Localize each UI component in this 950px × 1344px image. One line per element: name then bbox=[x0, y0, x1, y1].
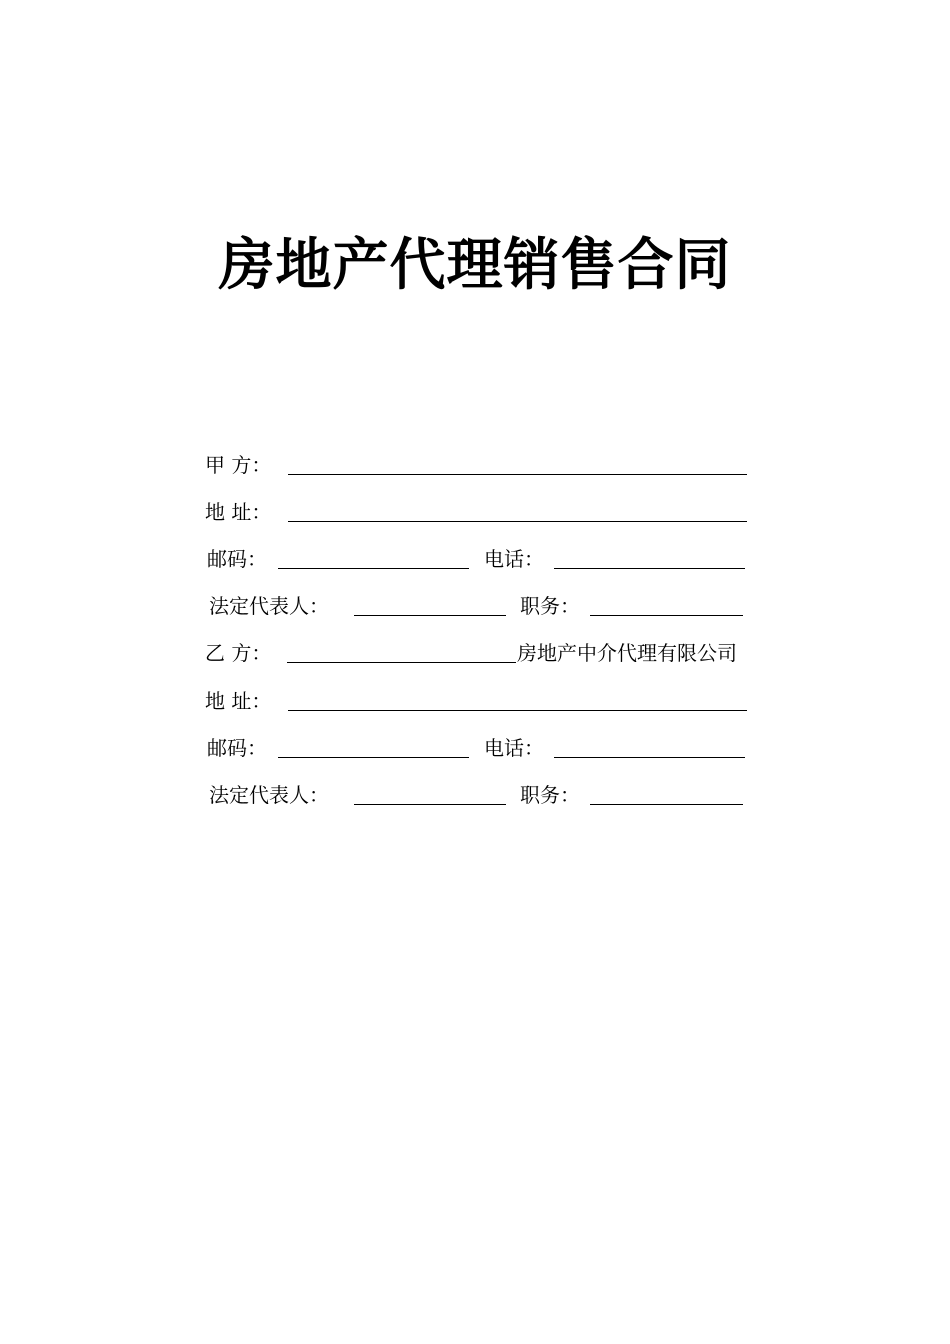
party-a-postcode-field[interactable] bbox=[278, 568, 469, 569]
party-b-address-field[interactable] bbox=[288, 710, 747, 711]
party-a-name-label: 甲 方： bbox=[205, 453, 272, 477]
party-a-address-label: 地 址： bbox=[205, 500, 272, 524]
party-b-phone-field[interactable] bbox=[554, 757, 745, 758]
party-a-position-label: 职务： bbox=[520, 594, 580, 618]
party-b-position-label: 职务： bbox=[520, 783, 580, 807]
party-b-phone-label: 电话： bbox=[484, 736, 544, 760]
party-b-address-label: 地 址： bbox=[205, 689, 272, 713]
contract-title: 房地产代理销售合同 bbox=[218, 233, 732, 298]
party-a-phone-field[interactable] bbox=[554, 568, 745, 569]
party-b-legal-rep-label: 法定代表人： bbox=[209, 783, 329, 807]
party-a-phone-label: 电话： bbox=[484, 547, 544, 571]
party-a-legal-rep-label: 法定代表人： bbox=[209, 594, 329, 618]
party-b-company-suffix: 房地产中介代理有限公司 bbox=[517, 641, 737, 665]
party-b-postcode-field[interactable] bbox=[278, 757, 469, 758]
party-b-name-label: 乙 方： bbox=[205, 641, 272, 665]
party-a-address-field[interactable] bbox=[288, 521, 747, 522]
party-a-postcode-label: 邮码： bbox=[207, 547, 267, 571]
party-a-position-field[interactable] bbox=[590, 615, 743, 616]
party-b-legal-rep-field[interactable] bbox=[354, 804, 506, 805]
party-b-postcode-label: 邮码： bbox=[207, 736, 267, 760]
party-b-position-field[interactable] bbox=[590, 804, 743, 805]
party-a-legal-rep-field[interactable] bbox=[354, 615, 506, 616]
party-b-name-field[interactable] bbox=[287, 662, 516, 663]
party-a-name-field[interactable] bbox=[288, 474, 747, 475]
